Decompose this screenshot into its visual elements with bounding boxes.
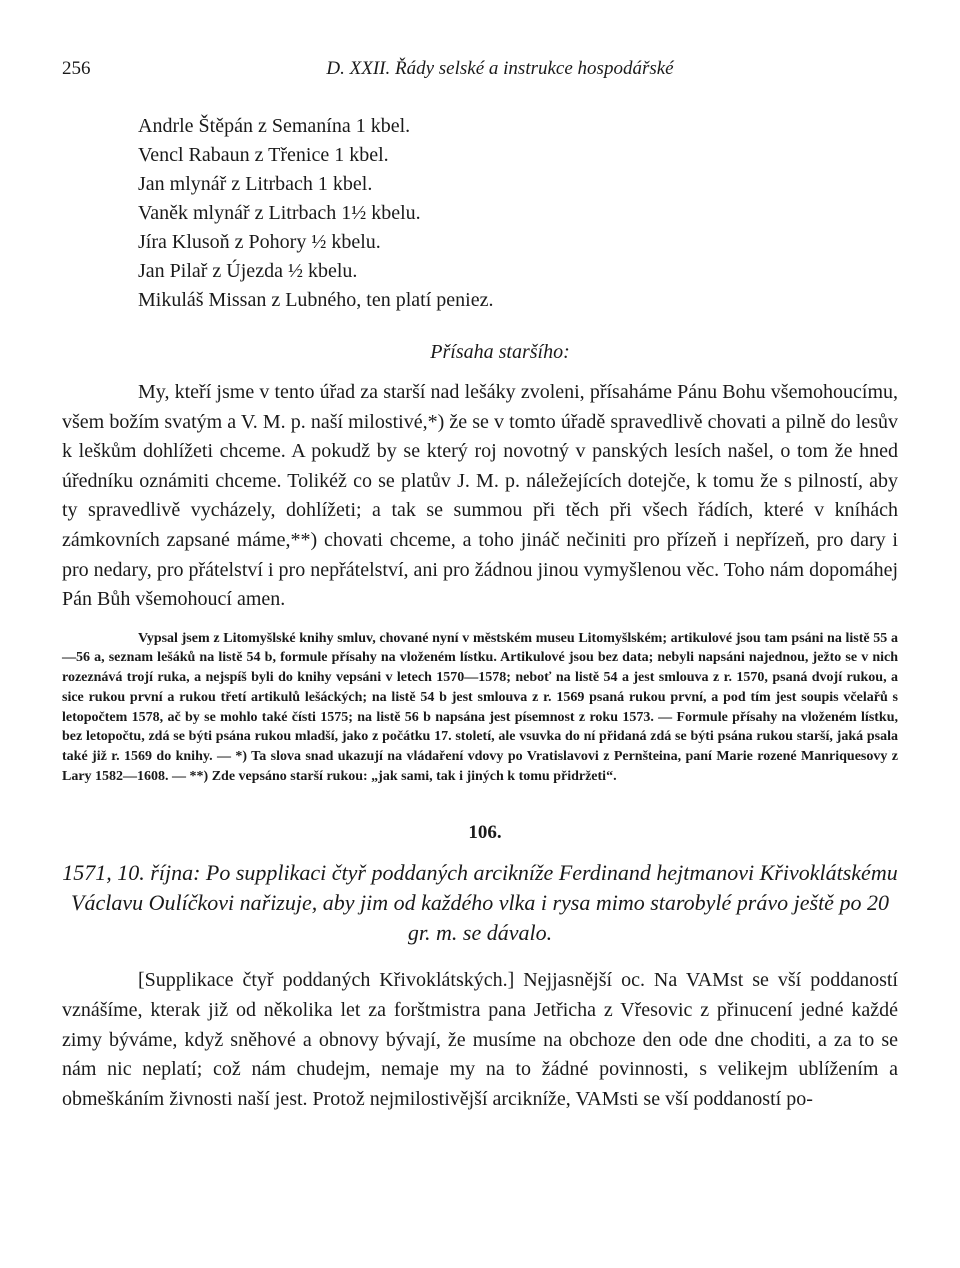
list-item: Mikuláš Missan z Lubného, ten platí peniez. [138, 289, 494, 311]
document-body: [Supplikace čtyř poddaných Křivoklátských.] Nejjasnější oc. Na VAMst se vší poddaností vznášíme, kterak již od několika let za forštmistra pana Jetřicha z Vřesovic z přinucení jedné každé zimy býváme, když sněhové a obnovy bývají, že musíme na obchoze den ode dne choditi, a za to se nám nic neplatí; což nám chudejm, nemaje my na to žádné povinnosti, s velikejm ublížením a obmeškáním živnosti naší jest. Protož nejmilostivější arcikníže, VAMsti se vší poddaností po- [62, 969, 898, 1110]
list-item: Vaněk mlynář z Litrbach 1½ kbelu. [138, 202, 421, 224]
running-title: D. XXII. Řády selské a instrukce hospodářské [326, 58, 674, 79]
document-number: 106. [468, 822, 502, 844]
oath-text: My, kteří jsme v tento úřad za starší nad lešáky zvoleni, přísaháme Pánu Bohu všemohoucímu, všem božím svatým a V. M. p. naší milostivé,*) že se v tomto úřadě spravedlivě chovati a pilně do lesův k leškům dohlížeti chceme. A pokudž by se který roj novotný v panských lesích našel, o tom že hned úředníku oznámiti chceme. Tolikéž co se platův J. M. p. náležejících dotejče, k tomu že s pilností, aby ty spravedlivě vycházely, dohlížeti; a tak se summou při těch při všech řádích, které v kníhách zámkovních zapsané máme,**) chovati chceme, a toho jináč nečiniti pro přízeň i nepřízeň, pro dary i pro nedary, pro přátelství i pro nepřátelství, ani pro žádnou jinou vymyšlenou věc. Toho nám dopomáhej Pán Bůh všemohoucí amen. [62, 381, 898, 611]
list-item: Jíra Klusoň z Pohory ½ kbelu. [138, 231, 381, 253]
editorial-note: Vypsal jsem z Litomyšlské knihy smluv, chované nyní v městském museu Litomyšlském; artikulové jsou tam psáni na listě 55 a—56 a, seznam lešáků na listě 54 b, formule přísahy na vloženém lístku. Artikulové jsou bez data; nebyli napsáni najednou, ježto se v nich rozeznává trojí ruka, a nejspíš byli do knihy vepsáni v letech 1570—1578; neboť na listě 54 a jest smlouva z r. 1570, psaná dvojí rukou, a sice rukou první a rukou třetí artikulů lešáckých; na listě 54 b jest smlouva z r. 1569 psaná rukou první, a pod tím jest soupis včelařů s letopočtem 1578, ač by se mohlo také čísti 1575; na listě 56 b napsána jest písemnost z roku 1573. — Formule přísahy na vloženém lístku, bez letopočtu, zdá se býti psána rukou mladší, jako z počátku 17. století, ale vsuvka do ní přidaná zdá se býti psána rukou starší, jaká psala také již r. 1569 do knihy. — *) Ta slova snad ukazují na vládaření vdovy po Vratislavovi z Pernšteina, paní Marie rozené Manriquesovy z Lary 1582—1608. — **) Zde vepsáno starší rukou: „jak sami, tak i jiných k tomu přidržeti“. [62, 630, 898, 784]
list-item: Jan Pilař z Újezda ½ kbelu. [138, 260, 358, 282]
lesak-list [138, 112, 898, 315]
list-item: Jan mlynář z Litrbach 1 kbel. [138, 173, 373, 195]
list-item: Andrle Štěpán z Semanína 1 kbel. [138, 115, 411, 137]
oath-heading: Přísaha staršího: [430, 341, 570, 363]
document-heading: 1571, 10. října: Po supplikaci čtyř poddaných arciknížе Ferdinand hejtmanovi Křivoklátskému Václavu Oulíčkovi nařizuje, aby jim od každého vlka i rysa mimo starobylé právo ještě po 20 gr. m. se dávalo. [62, 860, 898, 946]
running-head [62, 58, 898, 88]
document-page [62, 58, 898, 1114]
list-item: Vencl Rabaun z Třenice 1 kbel. [138, 144, 389, 166]
page-number: 256 [62, 58, 91, 79]
